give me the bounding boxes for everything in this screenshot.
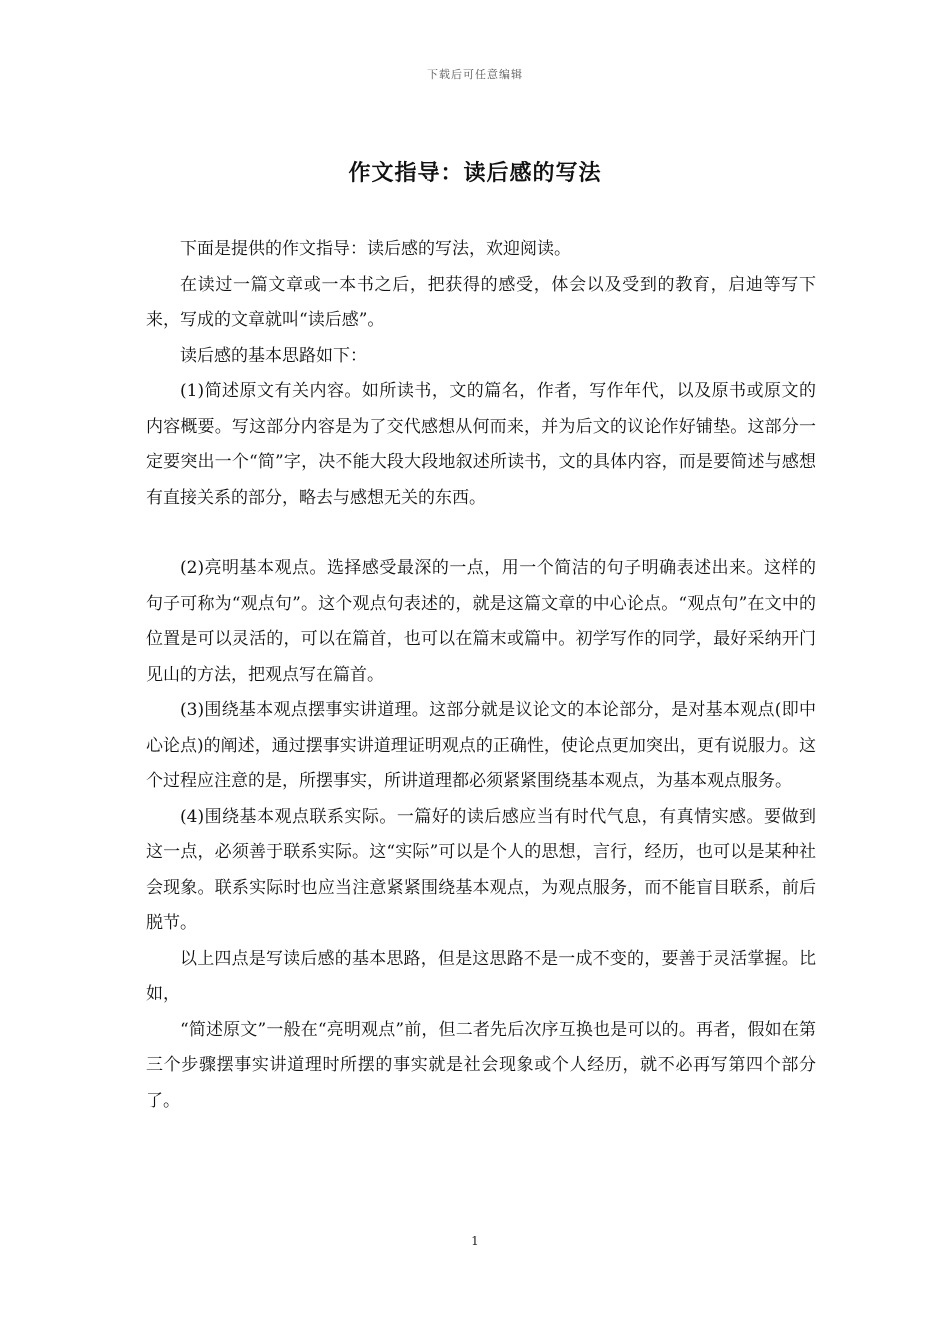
paragraph-step-3: (3)围绕基本观点摆事实讲道理。这部分就是议论文的本论部分，是对基本观点(即中心论点)的阐述，通过摆事实讲道理证明观点的正确性，使论点更加突出，更有说服力。这个过程应注意的是，所摆事实，所讲道理都必须紧紧围绕基本观点，为基本观点服务。 bbox=[146, 700, 816, 791]
paragraph-definition: 在读过一篇文章或一本书之后，把获得的感受，体会以及受到的教育，启迪等写下来，写成的文章就叫“读后感”。 bbox=[146, 274, 816, 330]
paragraph-outline-heading: 读后感的基本思路如下： bbox=[180, 345, 367, 366]
paragraph-step-2: (2)亮明基本观点。选择感受最深的一点，用一个简洁的句子明确表述出来。这样的句子可称为“观点句”。这个观点句表述的，就是这篇文章的中心论点。“观点句”在文中的位置是可以灵活的，可以在篇首，也可以在篇末或篇中。初学写作的同学，最好采纳开门见山的方法，把观点写在篇首。 bbox=[146, 558, 816, 685]
page-number: 1 bbox=[471, 1234, 479, 1248]
paragraph-summary: 以上四点是写读后感的基本思路，但是这思路不是一成不变的，要善于灵活掌握。比如， bbox=[146, 948, 816, 1004]
document-title: 作文指导：读后感的写法 bbox=[348, 160, 602, 186]
paragraph-step-4: (4)围绕基本观点联系实际。一篇好的读后感应当有时代气息，有真情实感。要做到这一点，必须善于联系实际。这“实际”可以是个人的思想，言行，经历，也可以是某种社会现象。联系实际时也应当注意紧紧围绕基本观点，为观点服务，而不能盲目联系，前后脱节。 bbox=[146, 806, 816, 933]
document-body bbox=[146, 232, 816, 1119]
paragraph-step-1: (1)简述原文有关内容。如所读书，文的篇名，作者，写作年代，以及原书或原文的内容概要。写这部分内容是为了交代感想从何而来，并为后文的议论作好铺垫。这部分一定要突出一个“简”字，决不能大段大段地叙述所读书，文的具体内容，而是要简述与感想有直接关系的部分，略去与感想无关的东西。 bbox=[146, 381, 816, 508]
paragraph-intro: 下面是提供的作文指导：读后感的写法，欢迎阅读。 bbox=[180, 239, 571, 259]
header-note: 下载后可任意编辑 bbox=[427, 68, 523, 81]
paragraph-example: “简述原文”一般在“亮明观点”前，但二者先后次序互换也是可以的。再者，假如在第三个步骤摆事实讲道理时所摆的事实就是社会现象或个人经历，就不必再写第四个部分了。 bbox=[146, 1019, 816, 1111]
